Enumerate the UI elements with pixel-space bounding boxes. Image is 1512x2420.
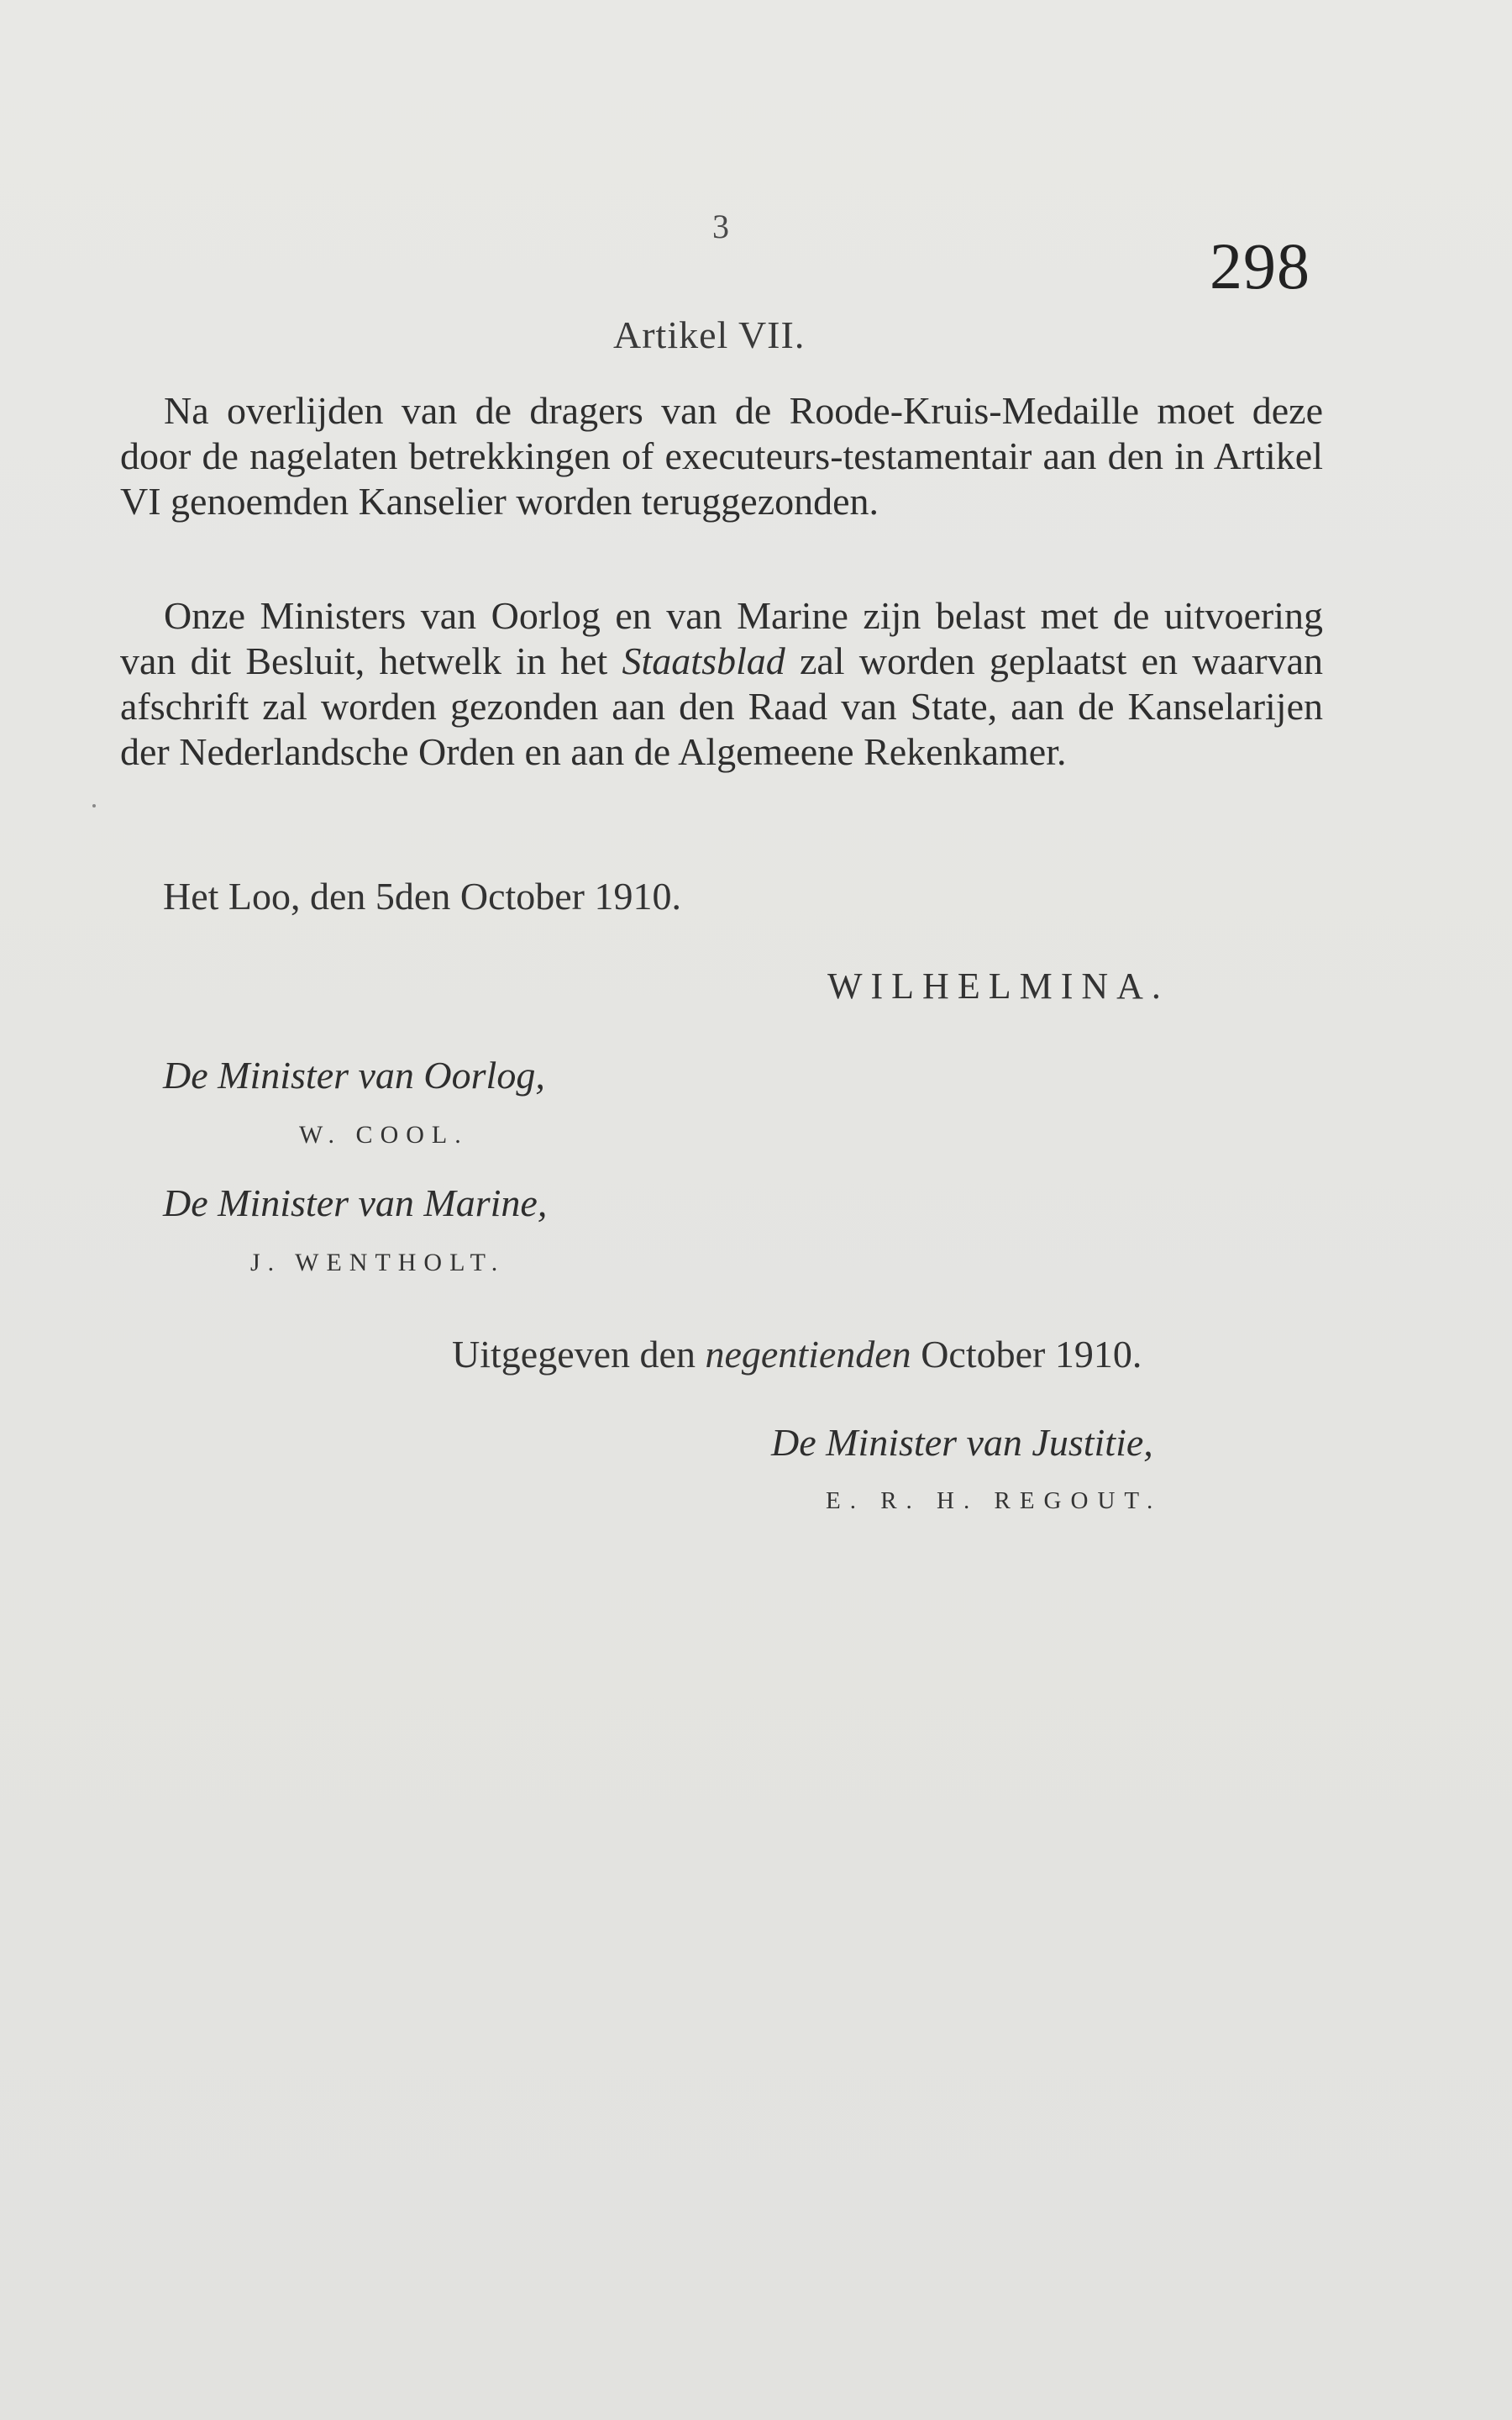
minister-navy-name: J. WENTHOLT.: [250, 1249, 506, 1276]
minister-war-name: W. COOL.: [299, 1121, 469, 1149]
paragraph-2-text-end: zal worden geplaatst en waarvan afschrift zal worden gezonden aan den Raad van State, aan de Kanselarijen der Nederlandsche Orden en aan de Algemeene Rekenkamer.: [120, 639, 1323, 773]
minister-justice-name: E. R. H. REGOUT.: [826, 1487, 1163, 1514]
issuance-prefix: Uitgegeven den: [452, 1333, 706, 1376]
issuance-day-italic: negentienden: [705, 1333, 911, 1376]
page-number-large: 298: [1210, 229, 1310, 302]
article-heading: Artikel VII.: [613, 313, 806, 356]
sovereign-signature: WILHELMINA.: [827, 965, 1169, 1007]
article-paragraph-2: [120, 593, 1323, 775]
dateline: Het Loo, den 5den October 1910.: [163, 875, 682, 918]
staatsblad-italic: Staatsblad: [622, 639, 785, 682]
issuance-suffix: October 1910.: [911, 1333, 1142, 1376]
minister-justice-title: De Minister van Justitie,: [771, 1421, 1153, 1464]
paragraph-2-text-start: Onze Ministers van Oorlog en van Marine zijn belast met de uitvoering van dit Besluit, hetwelk in het: [120, 594, 1323, 682]
minister-war-title: De Minister van Oorlog,: [163, 1054, 545, 1097]
print-speck: [92, 804, 96, 808]
issuance-line: [452, 1332, 1142, 1376]
page-number-small: 3: [712, 208, 729, 245]
minister-navy-title: De Minister van Marine,: [163, 1181, 548, 1224]
article-paragraph-1: Na overlijden van de dragers van de Roode-Kruis-Medaille moet deze door de nagelaten betrekkingen of executeurs-testamentair aan den in Artikel VI genoemden Kanselier worden teruggezonden.: [120, 389, 1323, 523]
